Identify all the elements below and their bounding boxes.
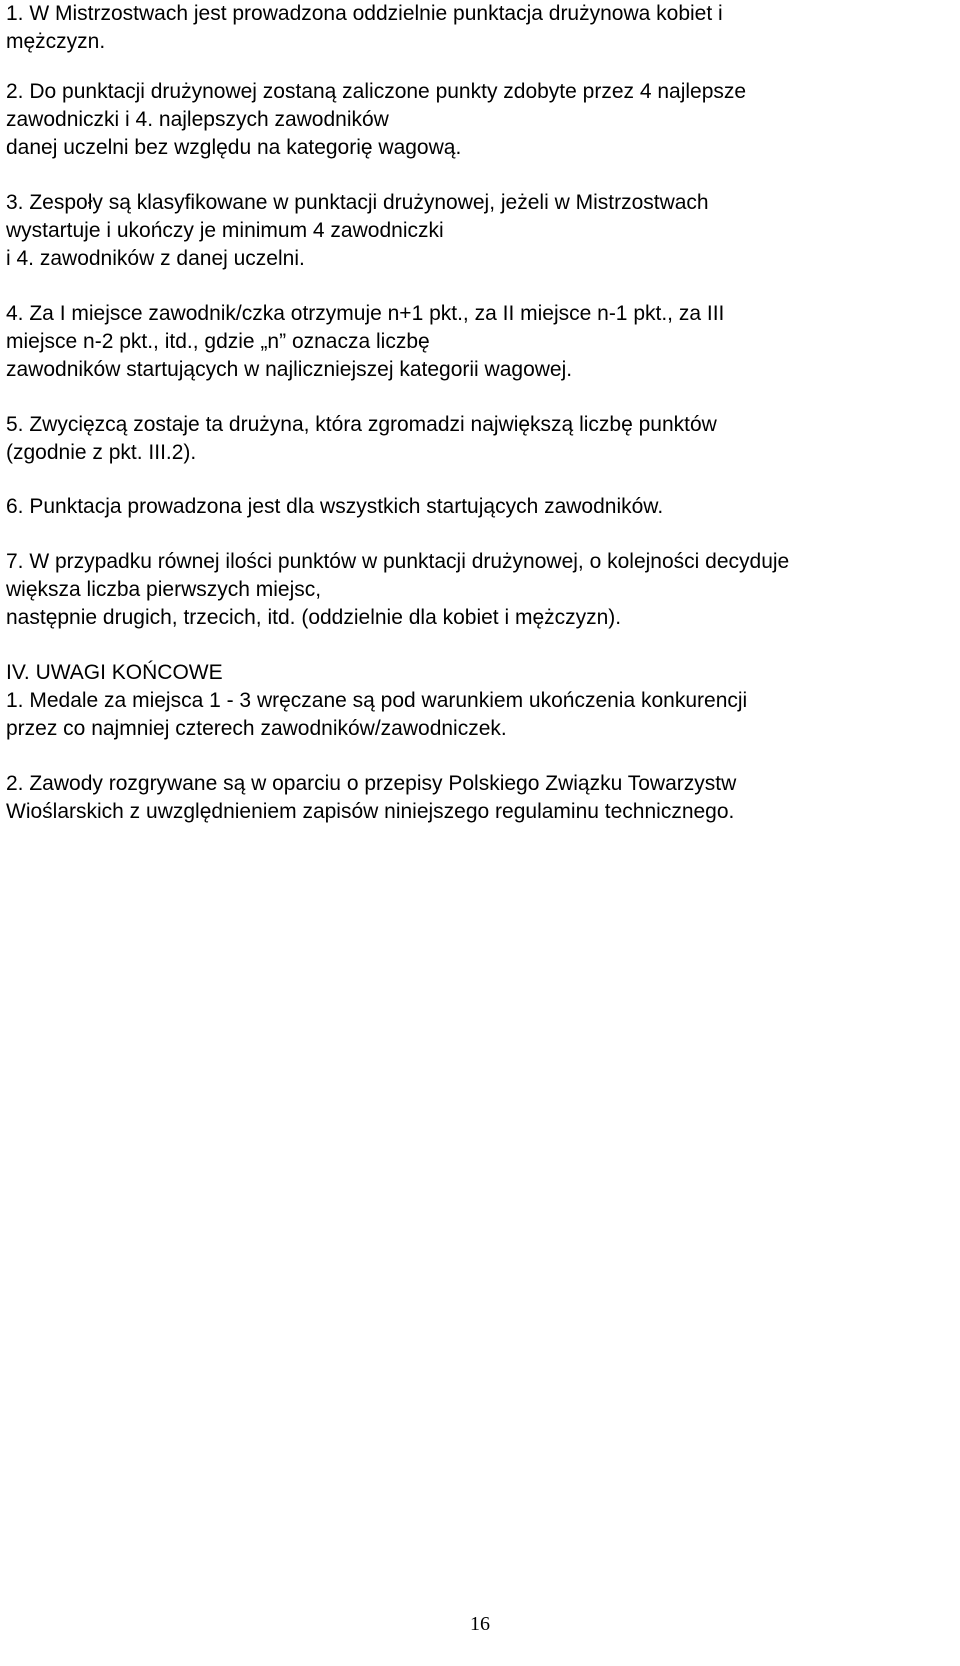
paragraph-1-team-scoring [6, 0, 946, 56]
text-line: 6. Punktacja prowadzona jest dla wszystkich startujących zawodników. [6, 495, 664, 518]
text-line: wystartuje i ukończy je minimum 4 zawodniczki [6, 219, 444, 242]
paragraph-2-counted-points [6, 78, 946, 162]
text-line: mężczyzn. [6, 30, 106, 53]
text-line: przez co najmniej czterech zawodników/zawodniczek. [6, 717, 507, 740]
paragraph-5-winner [6, 411, 946, 467]
paragraph-6-scoring-scope [6, 493, 946, 521]
text-line: zawodniczki i 4. najlepszych zawodników [6, 108, 389, 131]
paragraph-4-place-points [6, 300, 946, 384]
text-line: zawodników startujących w najliczniejszej kategorii wagowej. [6, 358, 573, 381]
text-line: 5. Zwycięzcą zostaje ta drużyna, która zgromadzi największą liczbę punktów [6, 413, 717, 436]
text-line: 4. Za I miejsce zawodnik/czka otrzymuje n+1 pkt., za II miejsce n-1 pkt., za III [6, 302, 725, 325]
paragraph-3-team-classification [6, 189, 946, 273]
text-line: 2. Do punktacji drużynowej zostaną zaliczone punkty zdobyte przez 4 najlepsze [6, 80, 747, 103]
text-line: większa liczba pierwszych miejsc, [6, 578, 322, 601]
text-line: następnie drugich, trzecich, itd. (oddzielnie dla kobiet i mężczyzn). [6, 606, 622, 629]
section-iv-final-remarks [6, 659, 946, 743]
text-line: 2. Zawody rozgrywane są w oparciu o przepisy Polskiego Związku Towarzystw [6, 772, 737, 795]
text-line: danej uczelni bez względu na kategorię wagową. [6, 136, 462, 159]
paragraph-7-tie-break [6, 548, 946, 632]
section-heading: IV. UWAGI KOŃCOWE [6, 661, 223, 684]
text-line: i 4. zawodników z danej uczelni. [6, 247, 305, 270]
text-line: (zgodnie z pkt. III.2). [6, 441, 197, 464]
text-line: Wioślarskich z uwzględnieniem zapisów niniejszego regulaminu technicznego. [6, 800, 735, 823]
text-line: 1. Medale za miejsca 1 - 3 wręczane są pod warunkiem ukończenia konkurencji [6, 689, 748, 712]
text-line: miejsce n-2 pkt., itd., gdzie „n” oznacza liczbę [6, 330, 430, 353]
text-line: 7. W przypadku równej ilości punktów w punktacji drużynowej, o kolejności decyduje [6, 550, 790, 573]
paragraph-iv-2-regulations [6, 770, 946, 826]
text-line: 3. Zespoły są klasyfikowane w punktacji drużynowej, jeżeli w Mistrzostwach [6, 191, 709, 214]
page-number: 16 [470, 1613, 490, 1635]
text-line: 1. W Mistrzostwach jest prowadzona oddzielnie punktacja drużynowa kobiet i [6, 2, 723, 25]
